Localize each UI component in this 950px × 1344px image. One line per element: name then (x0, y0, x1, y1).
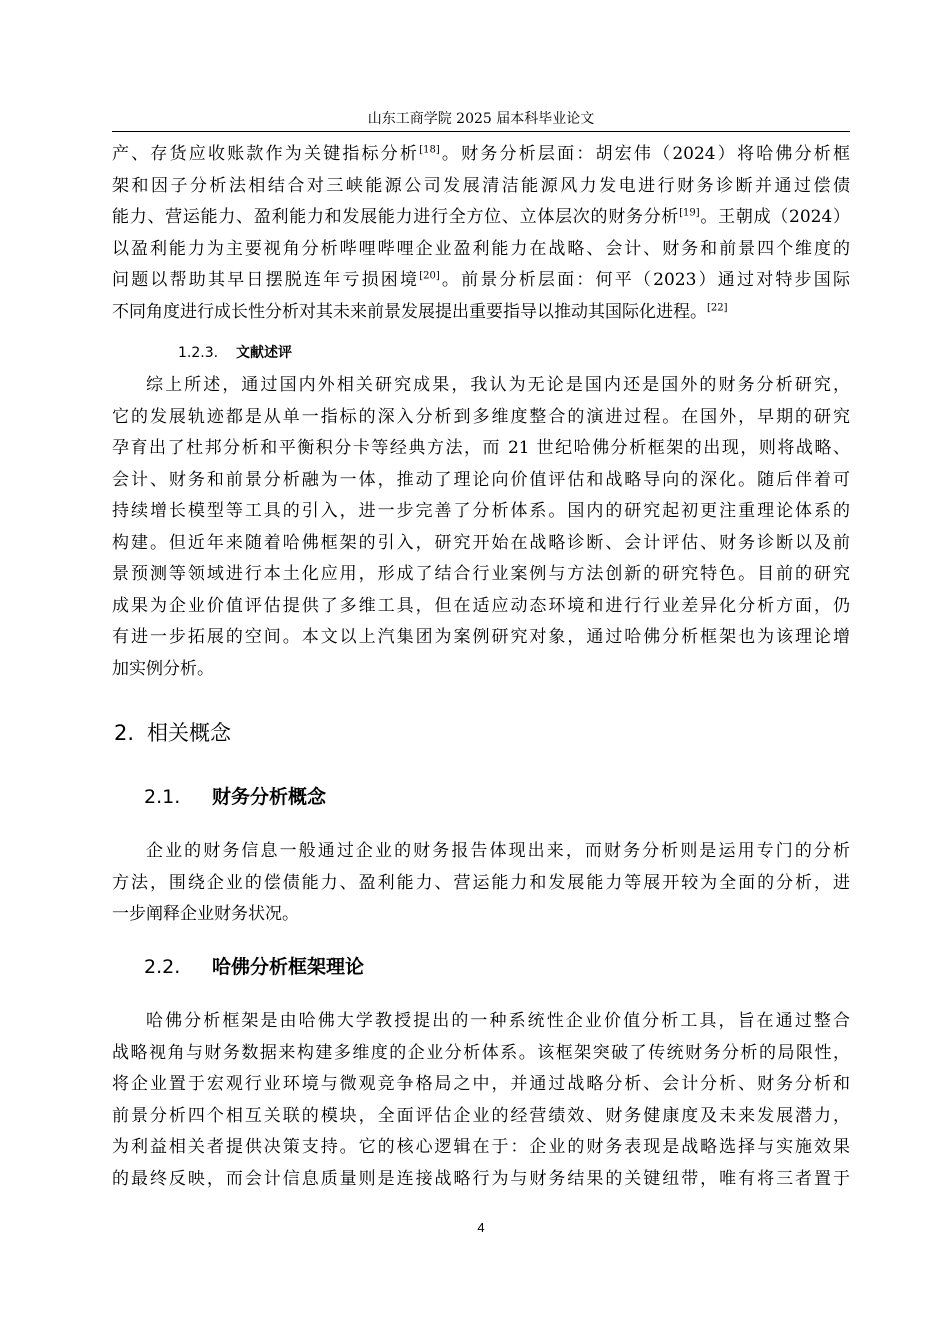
text-line: 产、存货应收账款作为关键指标分析[18]。财务分析层面：胡宏伟（2024）将哈佛分析框 (112, 144, 850, 164)
paragraph-review (112, 370, 850, 685)
paragraph-2-2 (112, 1006, 850, 1195)
text-line: 持续增长模型等工具的引入，进一步完善了分析体系。国内的研究起初更注重理论体系的 (112, 501, 850, 521)
text-line: 前景分析四个相互关联的模块，全面评估企业的经营绩效、财务健康度及未来发展潜力， (112, 1105, 850, 1126)
text-line: 哈佛分析框架是由哈佛大学教授提出的一种系统性企业价值分析工具，旨在通过整合 (146, 1011, 850, 1031)
text-line: 不同角度进行成长性分析对其未来前景发展提出重要指导以推动其国际化进程。[22] (112, 301, 728, 322)
text-line: 会计、财务和前景分析融为一体，推动了理论向价值评估和战略导向的深化。随后伴着可 (112, 469, 850, 490)
citation-ref: [18] (419, 144, 440, 156)
text-line: 问题以帮助其早日摆脱连年亏损困境[20]。前景分析层面：何平（2023）通过对特步国际 (112, 270, 850, 290)
running-header: 山东工商学院 2025 届本科毕业论文 (367, 111, 595, 127)
page-number: 4 (477, 1220, 485, 1235)
heading-section-2-2: 2.2. 哈佛分析框架理论 (144, 956, 365, 978)
text-line: 景预测等领域进行本土化应用，形成了结合行业案例与方法创新的研究特色。目前的研究 (112, 564, 850, 584)
text-line: 将企业置于宏观行业环境与微观竞争格局之中，并通过战略分析、会计分析、财务分析和 (112, 1074, 850, 1094)
text-line: 加实例分析。 (112, 658, 214, 679)
citation-ref: [22] (707, 301, 728, 313)
text-line: 构建。但近年来随着哈佛框架的引入，研究开始在战略诊断、会计评估、财务诊断以及前 (112, 532, 850, 553)
text-line: 企业的财务信息一般通过企业的财务报告体现出来，而财务分析则是运用专门的分析 (146, 841, 850, 861)
text-line: 有进一步拓展的空间。本文以上汽集团为案例研究对象，通过哈佛分析框架也为该理论增 (112, 627, 850, 647)
text-line: 架和因子分析法相结合对三峡能源公司发展清洁能源风力发电进行财务诊断并通过偿债 (112, 175, 850, 196)
citation-ref: [20] (419, 270, 440, 282)
heading-section-2: 2. 相关概念 (114, 721, 231, 745)
heading-1-2-3: 1.2.3. 文献述评 (178, 345, 292, 361)
header-rule (112, 131, 850, 132)
text-line: 一步阐释企业财务状况。 (112, 904, 299, 924)
text-line: 的最终反映，而会计信息质量则是连接战略行为与财务结果的关键纽带，唯有将三者置于 (112, 1168, 850, 1189)
text-line: 战略视角与财务数据来构建多维度的企业分析体系。该框架突破了传统财务分析的局限性， (112, 1042, 850, 1063)
text-line: 孕育出了杜邦分析和平衡积分卡等经典方法，而 21 世纪哈佛分析框架的出现，则将战略、 (112, 438, 850, 458)
text-line: 以盈利能力为主要视角分析哔哩哔哩企业盈利能力在战略、会计、财务和前景四个维度的 (112, 238, 850, 259)
text-line: 它的发展轨迹都是从单一指标的深入分析到多维度整合的演进过程。在国外，早期的研究 (112, 406, 850, 427)
text-line: 综上所述，通过国内外相关研究成果，我认为无论是国内还是国外的财务分析研究， (146, 375, 850, 395)
heading-section-2-1: 2.1. 财务分析概念 (144, 786, 327, 808)
citation-ref: [19] (679, 207, 700, 219)
text-line: 成果为企业价值评估提供了多维工具，但在适应动态环境和进行行业差异化分析方面，仍 (112, 595, 850, 616)
text-line: 能力、营运能力、盈利能力和发展能力进行全方位、立体层次的财务分析[19]。王朝成（2024） (112, 207, 850, 227)
text-line: 方法，围绕企业的偿债能力、盈利能力、营运能力和发展能力等展开较为全面的分析，进 (112, 872, 850, 893)
paragraph-2-1 (112, 836, 850, 931)
text-line: 为利益相关者提供决策支持。它的核心逻辑在于：企业的财务表现是战略选择与实施效果 (112, 1137, 850, 1157)
paragraph-continuation (112, 139, 850, 328)
